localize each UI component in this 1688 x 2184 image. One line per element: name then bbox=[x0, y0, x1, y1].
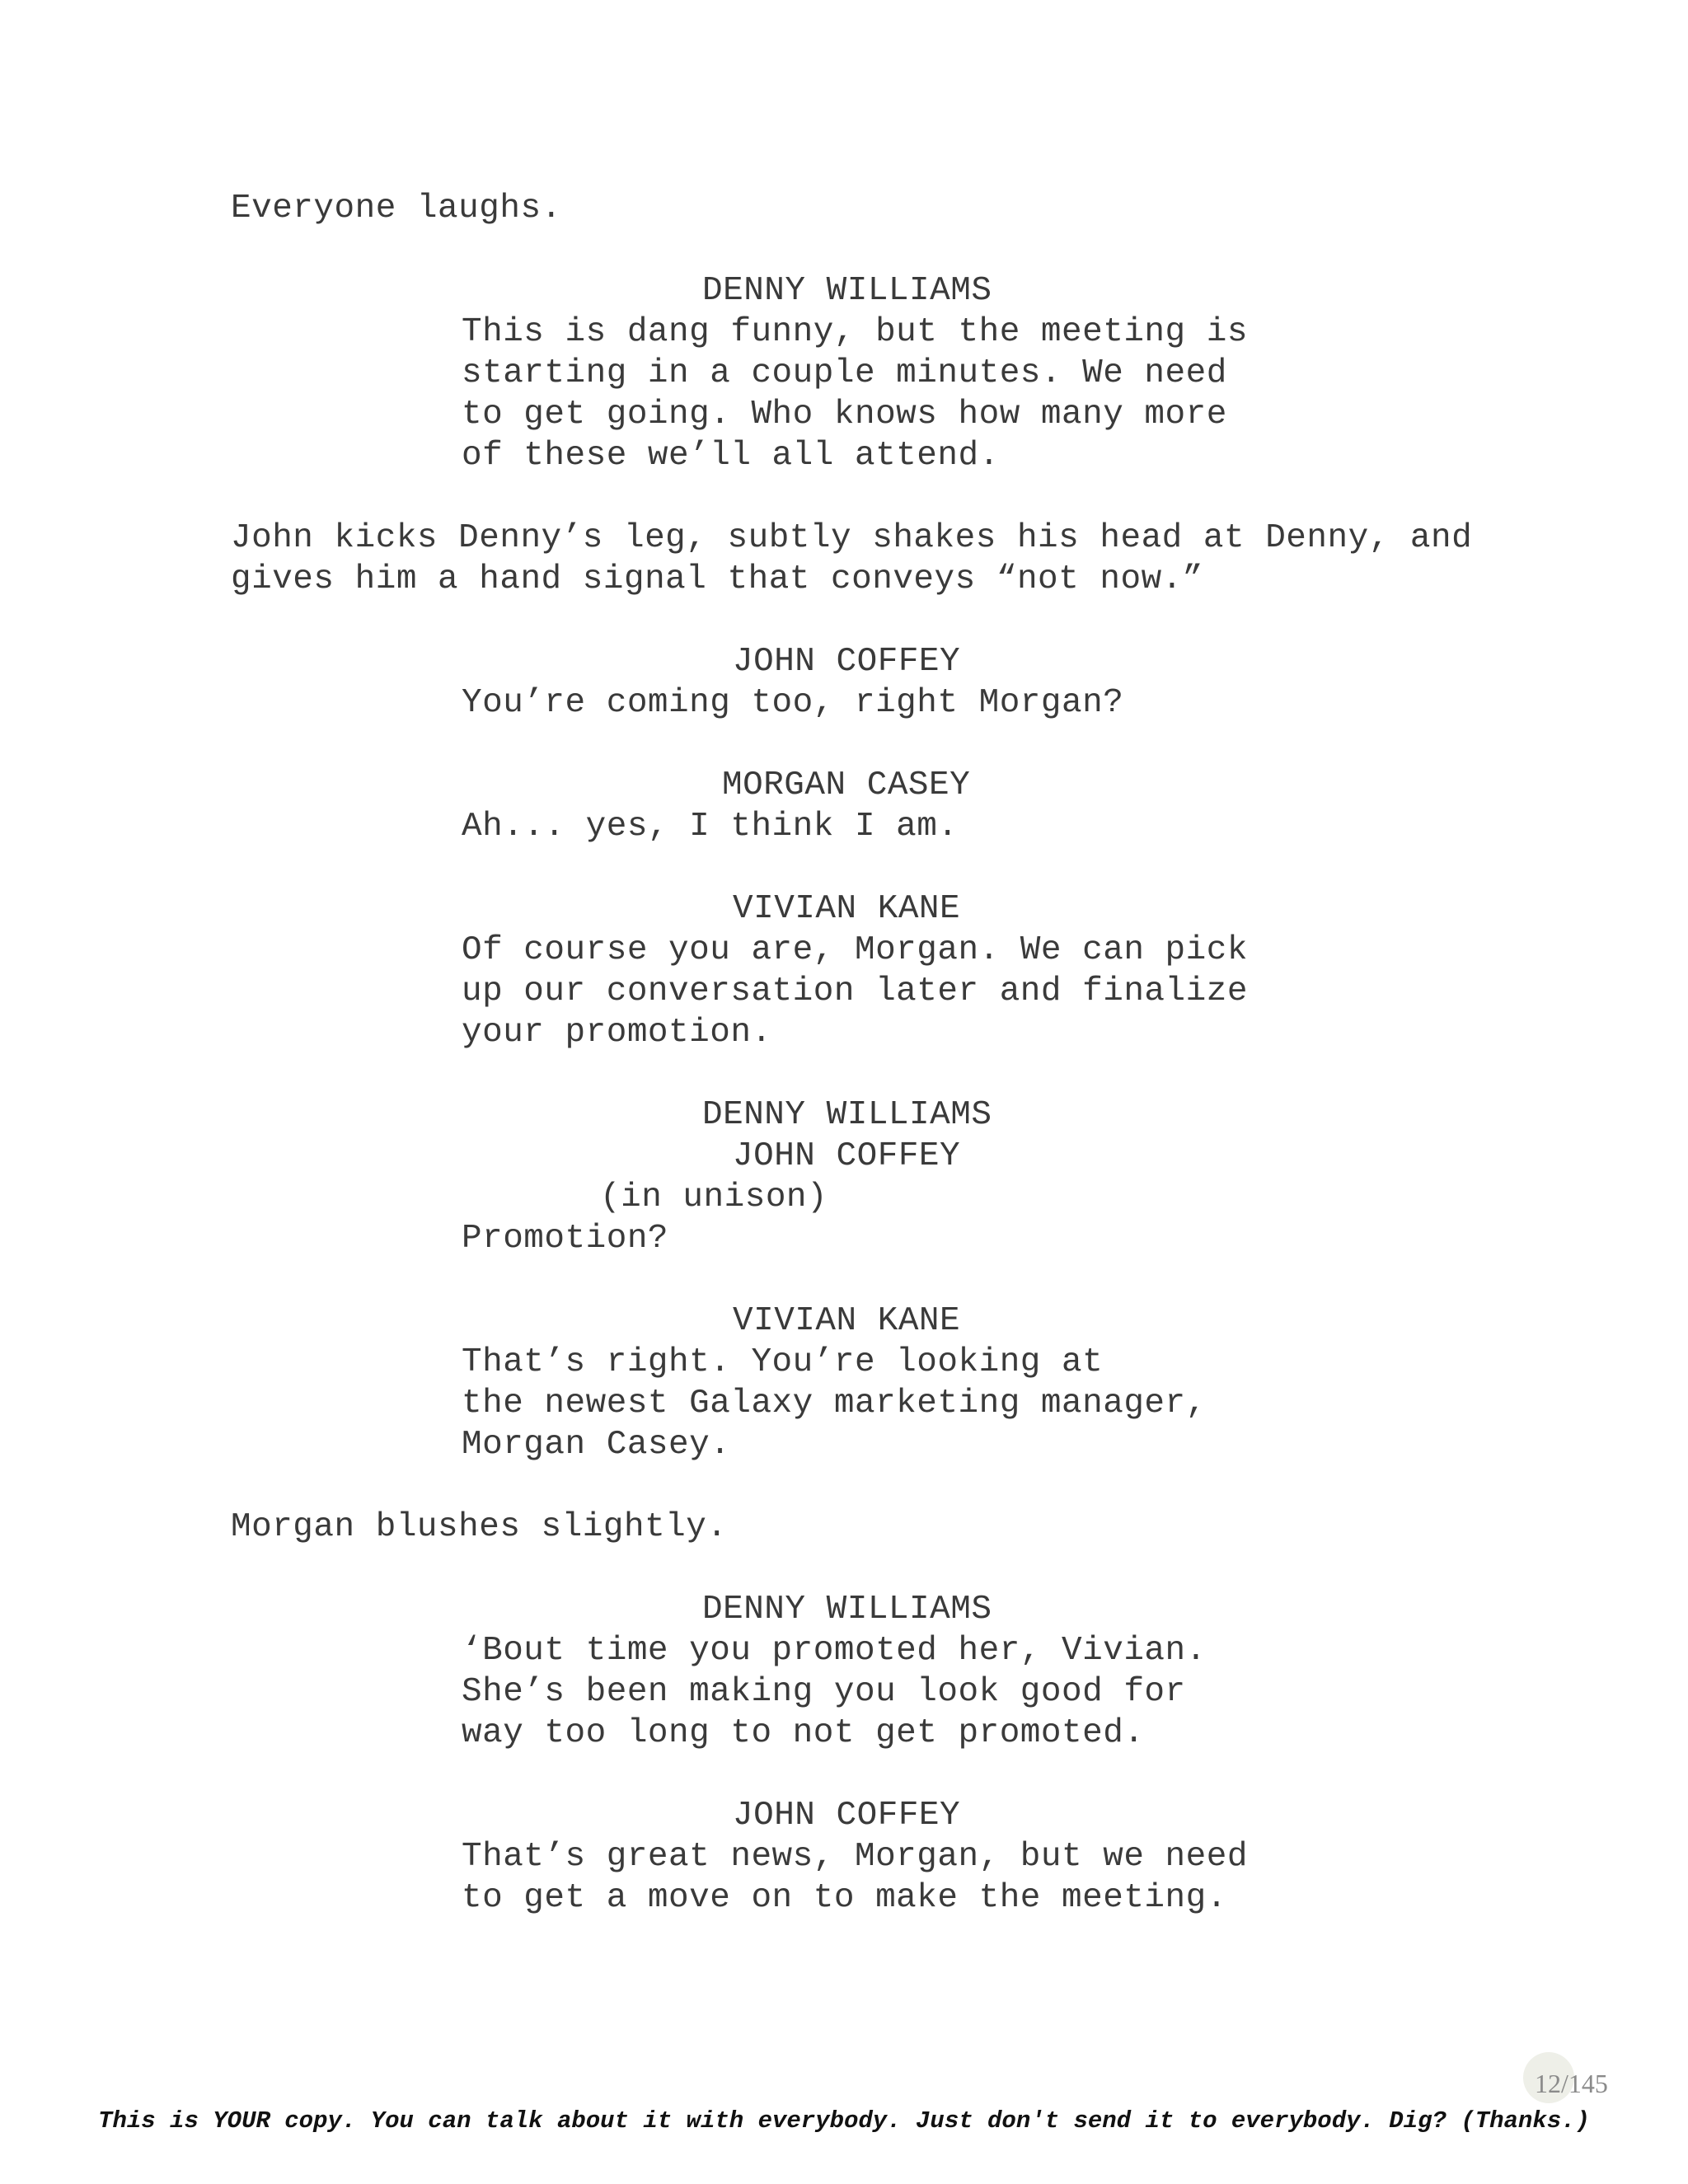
script-character-line: DENNY WILLIAMS bbox=[702, 272, 992, 310]
script-dialogue-line: Morgan Casey. bbox=[462, 1426, 731, 1464]
script-dialogue-line: Ah... yes, I think I am. bbox=[462, 808, 959, 846]
script-character-line: VIVIAN KANE bbox=[733, 890, 961, 928]
script-action-line: gives him a hand signal that conveys “not now.” bbox=[231, 560, 1203, 598]
script-dialogue-line: She’s been making you look good for bbox=[462, 1673, 1186, 1711]
script-dialogue-line: Promotion? bbox=[462, 1220, 669, 1258]
script-action-line: Everyone laughs. bbox=[231, 190, 562, 227]
script-dialogue-line: This is dang funny, but the meeting is bbox=[462, 313, 1248, 351]
page-number: 12/145 bbox=[1535, 2069, 1608, 2098]
script-dialogue-line: That’s great news, Morgan, but we need bbox=[462, 1838, 1248, 1876]
script-dialogue-line: starting in a couple minutes. We need bbox=[462, 354, 1227, 392]
script-dialogue-line: way too long to not get promoted. bbox=[462, 1714, 1145, 1752]
script-character-line: JOHN COFFEY bbox=[733, 1797, 961, 1835]
script-dialogue-line: Of course you are, Morgan. We can pick bbox=[462, 931, 1248, 969]
script-dialogue-line: the newest Galaxy marketing manager, bbox=[462, 1385, 1207, 1422]
script-dialogue-line: That’s right. You’re looking at bbox=[462, 1343, 1104, 1381]
script-dialogue-line: to get going. Who knows how many more bbox=[462, 396, 1227, 434]
script-dialogue-line: of these we’ll all attend. bbox=[462, 437, 1000, 475]
script-character-line: VIVIAN KANE bbox=[733, 1302, 961, 1340]
script-character-line: DENNY WILLIAMS bbox=[702, 1096, 992, 1134]
footer-note: This is YOUR copy. You can talk about it with everybody. Just don't send it to everybody. Dig? (Thanks.) bbox=[98, 2107, 1590, 2135]
script-action-line: Morgan blushes slightly. bbox=[231, 1508, 728, 1546]
script-dialogue-line: to get a move on to make the meeting. bbox=[462, 1879, 1227, 1917]
script-character-line: MORGAN CASEY bbox=[722, 766, 971, 804]
script-dialogue-line: your promotion. bbox=[462, 1014, 772, 1052]
script-dialogue-line: You’re coming too, right Morgan? bbox=[462, 684, 1124, 722]
script-dialogue-line: up our conversation later and finalize bbox=[462, 972, 1248, 1010]
script-character-line: JOHN COFFEY bbox=[733, 1137, 961, 1175]
script-character-line: DENNY WILLIAMS bbox=[702, 1591, 992, 1629]
script-parenthetical-line: (in unison) bbox=[600, 1179, 828, 1216]
script-character-line: JOHN COFFEY bbox=[733, 643, 961, 681]
script-dialogue-line: ‘Bout time you promoted her, Vivian. bbox=[462, 1632, 1207, 1670]
script-action-line: John kicks Denny’s leg, subtly shakes his head at Denny, and bbox=[231, 519, 1473, 557]
